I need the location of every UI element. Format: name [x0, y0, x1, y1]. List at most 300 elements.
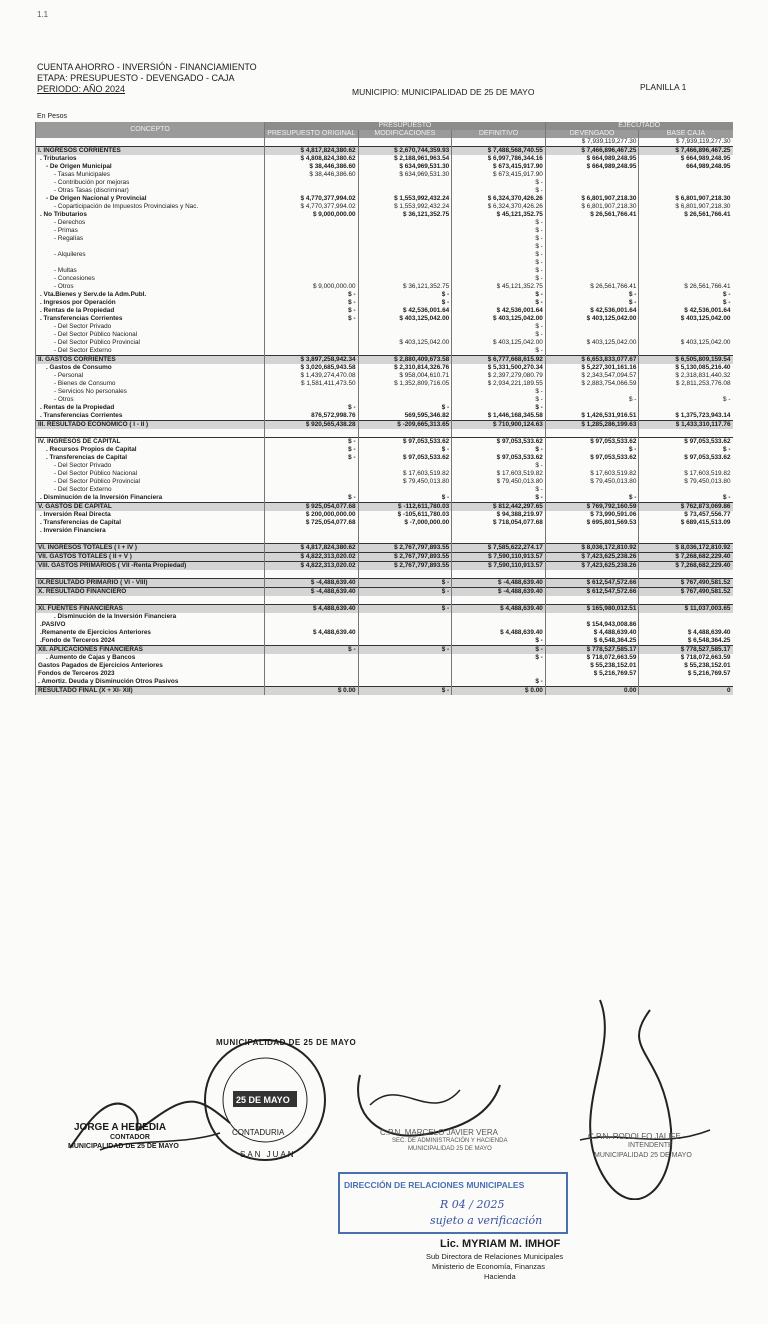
seal-bottom: SAN JUAN: [240, 1150, 296, 1159]
row-value: $ 5,216,769.57: [639, 670, 733, 678]
row-value: $ -: [452, 404, 546, 412]
row-value: $ -: [452, 219, 546, 227]
row-value: $ 762,873,069.86: [639, 503, 733, 512]
row-value: [358, 227, 452, 235]
row-value: $ -: [452, 227, 546, 235]
col-definitivo: DEFINITIVO: [452, 130, 546, 138]
row-concepto: - Del Sector Público Nacional: [36, 331, 265, 339]
row-value: [639, 171, 733, 179]
row-concepto: . Transferencias Corrientes: [36, 315, 265, 323]
row-value: $ 767,490,581.52: [639, 579, 733, 588]
doc-title: CUENTA AHORRO - INVERSIÓN - FINANCIAMIENTO: [37, 62, 257, 72]
page-mark: 1.1: [37, 10, 49, 19]
row-value: $ -: [545, 396, 639, 404]
row-concepto: [36, 570, 265, 579]
row-value: [639, 527, 733, 535]
row-value: $ 6,505,809,159.54: [639, 356, 733, 365]
row-value: [358, 570, 452, 579]
row-value: [358, 275, 452, 283]
table-row: [36, 339, 733, 347]
table-row: [36, 243, 733, 251]
table-row: [36, 356, 733, 365]
row-value: $ -: [639, 494, 733, 503]
row-concepto: . Rentas de la Propiedad: [36, 307, 265, 315]
row-value: [639, 235, 733, 243]
row-concepto: [36, 535, 265, 544]
table-row: [36, 613, 733, 621]
row-value: [452, 535, 546, 544]
table-row: [36, 478, 733, 486]
row-value: [265, 259, 359, 267]
row-value: $ 4,817,824,380.62: [265, 544, 359, 553]
row-value: $ 403,125,042.00: [639, 315, 733, 323]
row-value: $ 664,989,248.95: [545, 163, 639, 171]
row-concepto: - Otros: [36, 283, 265, 291]
row-value: [358, 251, 452, 259]
row-value: $ 1,439,274,470.08: [265, 372, 359, 380]
row-value: $ -: [265, 291, 359, 299]
row-value: [265, 654, 359, 662]
row-value: $ 403,125,042.00: [452, 315, 546, 323]
row-value: $ 97,053,533.62: [452, 454, 546, 462]
row-concepto: XI. FUENTES FINANCIERAS: [36, 605, 265, 614]
row-value: $ 97,053,533.62: [545, 438, 639, 447]
row-value: [639, 404, 733, 412]
row-value: $ 26,561,766.41: [639, 211, 733, 219]
table-row: [36, 388, 733, 396]
table-row: [36, 421, 733, 430]
row-concepto: - Alquileres: [36, 251, 265, 259]
row-value: $ 55,238,152.01: [639, 662, 733, 670]
row-value: $ -: [265, 446, 359, 454]
row-concepto: . Gastos de Consumo: [36, 364, 265, 372]
row-value: $ -: [358, 404, 452, 412]
row-value: [639, 388, 733, 396]
row-value: [265, 347, 359, 356]
row-value: $ -209,665,313.65: [358, 421, 452, 430]
row-value: $ 634,969,531.30: [358, 163, 452, 171]
row-concepto: . No Tributarios: [36, 211, 265, 219]
row-value: $ 73,990,591.06: [545, 511, 639, 519]
row-value: $ -: [265, 438, 359, 447]
row-value: $ 7,488,568,740.55: [452, 147, 546, 156]
row-value: $ 778,527,585.17: [545, 646, 639, 655]
row-value: [265, 267, 359, 275]
planilla: PLANILLA 1: [640, 82, 687, 92]
row-value: $ 2,343,547,094.57: [545, 372, 639, 380]
row-value: [639, 347, 733, 356]
row-value: $ -: [358, 494, 452, 503]
row-value: $ 6,324,370,426.26: [452, 203, 546, 211]
row-value: $ 778,527,585.17: [639, 646, 733, 655]
row-value: $ 0.00: [265, 687, 359, 696]
row-concepto: - Otras Tasas (discriminar): [36, 187, 265, 195]
row-value: $ 4,488,639.40: [265, 629, 359, 637]
table-row: [36, 307, 733, 315]
seal-center: 25 DE MAYO: [236, 1095, 290, 1105]
financial-table: [35, 122, 733, 695]
row-value: $ 403,125,042.00: [358, 339, 452, 347]
row-value: $ 97,053,533.62: [639, 454, 733, 462]
row-value: $ -: [358, 579, 452, 588]
row-value: [358, 323, 452, 331]
row-value: $ 673,415,917.90: [452, 171, 546, 179]
table-row: [36, 503, 733, 512]
row-value: [545, 404, 639, 412]
row-value: $ 2,880,409,673.58: [358, 356, 452, 365]
row-value: $ -: [452, 486, 546, 494]
row-value: $ 4,817,824,380.62: [265, 147, 359, 156]
table-row: [36, 678, 733, 687]
row-value: $ 2,934,221,189.55: [452, 380, 546, 388]
row-value: $ 612,547,572.66: [545, 579, 639, 588]
row-value: [639, 275, 733, 283]
row-concepto: - Del Sector Privado: [36, 323, 265, 331]
row-value: [265, 331, 359, 339]
row-concepto: VI. INGRESOS TOTALES ( I + IV ): [36, 544, 265, 553]
row-value: $ -: [358, 588, 452, 597]
row-value: $ -4,488,639.40: [452, 588, 546, 597]
row-value: $ -: [358, 291, 452, 299]
row-concepto: - Del Sector Público Nacional: [36, 470, 265, 478]
table-row: [36, 462, 733, 470]
row-value: [265, 227, 359, 235]
row-value: $ 1,426,531,916.51: [545, 412, 639, 421]
vera-org: MUNICIPALIDAD 25 DE MAYO: [408, 1146, 492, 1152]
row-value: [265, 535, 359, 544]
row-value: $ 3,897,258,942.34: [265, 356, 359, 365]
row-concepto: Fondos de Terceros 2023: [36, 670, 265, 678]
row-value: $ -: [452, 446, 546, 454]
row-value: $ -: [452, 462, 546, 470]
row-value: [358, 235, 452, 243]
heredia-org: MUNICIPALIDAD DE 25 DE MAYO: [68, 1143, 179, 1150]
row-value: $ 42,536,001.64: [452, 307, 546, 315]
row-value: $ 79,450,013.80: [358, 478, 452, 486]
row-concepto: [36, 259, 265, 267]
row-value: [639, 613, 733, 621]
table-row: [36, 380, 733, 388]
row-value: [545, 251, 639, 259]
row-value: $ 45,121,352.75: [452, 283, 546, 291]
stamp-date: R 04 / 2025: [440, 1198, 505, 1211]
row-value: [358, 259, 452, 267]
row-value: 664,989,248.95: [639, 163, 733, 171]
row-value: $ 4,488,639.40: [452, 629, 546, 637]
table-row: [36, 283, 733, 291]
row-value: $ -: [452, 243, 546, 251]
row-value: [545, 179, 639, 187]
row-concepto: . Tributarios: [36, 155, 265, 163]
table-row: [36, 470, 733, 478]
row-value: $ 7,466,896,467.25: [545, 147, 639, 156]
row-value: $ 7,268,682,229.40: [639, 553, 733, 562]
row-value: $ 2,397,279,080.79: [452, 372, 546, 380]
row-value: $ 1,553,992,432.24: [358, 195, 452, 203]
row-value: $ -: [452, 331, 546, 339]
heredia-title: CONTADOR: [110, 1134, 150, 1141]
row-value: [639, 535, 733, 544]
row-value: $ 38,446,386.60: [265, 163, 359, 171]
table-row: [36, 646, 733, 655]
row-value: [545, 227, 639, 235]
table-row: [36, 535, 733, 544]
row-value: $ -7,000,000.00: [358, 519, 452, 527]
row-value: [639, 251, 733, 259]
row-value: [639, 596, 733, 605]
row-value: $ -: [265, 646, 359, 655]
row-value: [545, 527, 639, 535]
row-concepto: - Del Sector Privado: [36, 462, 265, 470]
row-value: $ -: [358, 446, 452, 454]
row-value: $ 42,536,001.64: [358, 307, 452, 315]
row-value: $ 958,004,610.71: [358, 372, 452, 380]
row-concepto: RESULTADO FINAL (X + XI- XII): [36, 687, 265, 696]
row-value: $ 79,450,013.80: [545, 478, 639, 486]
row-concepto: . Transferencias de Capital: [36, 454, 265, 462]
col-devengado: DEVENGADO: [545, 130, 639, 138]
seal-sub: CONTADURIA: [232, 1128, 285, 1137]
row-value: [265, 462, 359, 470]
imhof-title3: Hacienda: [484, 1272, 516, 1281]
row-value: $ 97,053,533.62: [452, 438, 546, 447]
row-value: [265, 323, 359, 331]
row-value: $ -: [545, 446, 639, 454]
row-value: [545, 429, 639, 438]
row-value: $ 42,536,001.64: [545, 307, 639, 315]
row-value: $ 26,561,766.41: [545, 211, 639, 219]
row-value: [452, 670, 546, 678]
row-value: [545, 323, 639, 331]
row-value: $ 4,808,824,380.62: [265, 155, 359, 163]
row-value: $ 73,457,556.77: [639, 511, 733, 519]
row-value: $ 812,442,297.65: [452, 503, 546, 512]
table-row: [36, 412, 733, 421]
row-value: [639, 179, 733, 187]
row-value: $ 7,423,625,238.26: [545, 562, 639, 571]
row-value: [265, 179, 359, 187]
row-value: [545, 486, 639, 494]
row-value: [545, 347, 639, 356]
row-value: [545, 187, 639, 195]
row-value: $ 5,227,301,161.16: [545, 364, 639, 372]
row-value: [545, 462, 639, 470]
row-value: $ -: [452, 291, 546, 299]
row-value: [265, 396, 359, 404]
row-value: $ -: [452, 396, 546, 404]
row-value: 0.00: [545, 687, 639, 696]
row-value: $ 925,054,077.68: [265, 503, 359, 512]
row-value: [358, 388, 452, 396]
row-value: $ 718,072,663.59: [545, 654, 639, 662]
row-value: $ -: [452, 494, 546, 503]
row-value: [452, 570, 546, 579]
row-value: $ -: [452, 179, 546, 187]
row-concepto: . Aumento de Cajas y Bancos: [36, 654, 265, 662]
row-value: $ -4,488,639.40: [452, 579, 546, 588]
row-value: [265, 486, 359, 494]
row-value: $ 695,801,569.53: [545, 519, 639, 527]
row-value: $ 6,324,370,426.26: [452, 195, 546, 203]
row-value: [358, 621, 452, 629]
row-value: $ 9,000,000.00: [265, 211, 359, 219]
row-value: $ 97,053,533.62: [639, 438, 733, 447]
row-value: $ -: [545, 291, 639, 299]
table-row: [36, 291, 733, 299]
row-value: $ 6,801,907,218.30: [545, 195, 639, 203]
row-value: [265, 670, 359, 678]
row-concepto: VIII. GASTOS PRIMARIOS ( VII -Renta Propiedad): [36, 562, 265, 571]
row-value: $ 1,581,411,473.50: [265, 380, 359, 388]
row-value: [639, 331, 733, 339]
row-value: [265, 478, 359, 486]
row-concepto: . Transferencias Corrientes: [36, 412, 265, 421]
row-value: [265, 235, 359, 243]
row-value: [265, 339, 359, 347]
row-value: $ 154,943,008.86: [545, 621, 639, 629]
row-concepto: - Otros: [36, 396, 265, 404]
row-value: [265, 637, 359, 646]
table-row: [36, 171, 733, 179]
row-value: $ -: [358, 687, 452, 696]
row-value: $ 7,939,119,277.30: [545, 138, 639, 147]
table-row: [36, 562, 733, 571]
row-value: $ 725,054,077.68: [265, 519, 359, 527]
row-concepto: .Remanente de Ejercicios Anteriores: [36, 629, 265, 637]
row-value: $ 8,036,172,810.92: [639, 544, 733, 553]
row-value: [265, 187, 359, 195]
row-concepto: . Inversión Financiera: [36, 527, 265, 535]
row-value: $ 920,565,438.28: [265, 421, 359, 430]
row-value: $ 6,801,907,218.30: [639, 195, 733, 203]
row-value: $ -: [452, 388, 546, 396]
row-value: $ 634,969,531.30: [358, 171, 452, 179]
row-value: $ 718,072,663.59: [639, 654, 733, 662]
row-value: [452, 596, 546, 605]
table-row: [36, 553, 733, 562]
row-value: [639, 187, 733, 195]
row-value: $ 6,548,364.25: [545, 637, 639, 646]
row-value: $ 4,488,639.40: [639, 629, 733, 637]
row-value: $ 45,121,352.75: [452, 211, 546, 219]
row-value: $ 97,053,533.62: [358, 438, 452, 447]
row-value: $ 6,777,668,615.92: [452, 356, 546, 365]
row-value: $ 9,000,000.00: [265, 283, 359, 291]
row-value: [639, 570, 733, 579]
row-value: $ -: [452, 654, 546, 662]
row-value: $ 7,268,682,229.40: [639, 562, 733, 571]
table-row: [36, 511, 733, 519]
row-value: $ 2,318,831,440.32: [639, 372, 733, 380]
row-value: [358, 429, 452, 438]
row-value: $ 1,285,286,199.63: [545, 421, 639, 430]
row-value: $ 6,548,364.25: [639, 637, 733, 646]
row-value: $ 42,536,001.64: [639, 307, 733, 315]
row-value: $ 4,770,377,994.02: [265, 203, 359, 211]
row-value: $ 94,388,219.97: [452, 511, 546, 519]
table-row: [36, 605, 733, 614]
row-value: $ -: [639, 291, 733, 299]
row-value: [358, 486, 452, 494]
row-value: $ 3,020,685,943.58: [265, 364, 359, 372]
table-row: [36, 486, 733, 494]
table-row: [36, 446, 733, 454]
table-row: [36, 251, 733, 259]
row-value: [358, 596, 452, 605]
row-concepto: VII. GASTOS TOTALES ( II + V ): [36, 553, 265, 562]
table-row: [36, 570, 733, 579]
row-value: [358, 527, 452, 535]
row-value: [265, 429, 359, 438]
row-value: [639, 323, 733, 331]
table-row: [36, 267, 733, 275]
row-value: $ 38,446,386.60: [265, 171, 359, 179]
row-value: 0: [639, 687, 733, 696]
row-value: [639, 486, 733, 494]
row-concepto: . Amortiz. Deuda y Disminución Otros Pasivos: [36, 678, 265, 687]
row-value: $ -: [545, 494, 639, 503]
row-value: $ 200,000,000.00: [265, 511, 359, 519]
stamp-title: DIRECCIÓN DE RELACIONES MUNICIPALES: [344, 1180, 525, 1190]
row-value: 876,572,998.76: [265, 412, 359, 421]
doc-period: PERIODO: AÑO 2024: [37, 84, 126, 94]
table-row: [36, 147, 733, 156]
table-row: [36, 404, 733, 412]
table-row: [36, 527, 733, 535]
jalife-name: C.P.N. RODOLFO JALIFE: [588, 1132, 681, 1141]
table-row: [36, 275, 733, 283]
row-value: [358, 678, 452, 687]
row-value: [265, 138, 359, 147]
row-value: $ 664,989,248.95: [639, 155, 733, 163]
row-value: $ -4,488,639.40: [265, 588, 359, 597]
table-row: [36, 259, 733, 267]
row-concepto: III. RESULTADO ECONOMICO ( I - II ): [36, 421, 265, 430]
row-value: $ -: [452, 678, 546, 687]
row-value: [452, 613, 546, 621]
table-row: [36, 227, 733, 235]
row-value: $ -105,611,780.03: [358, 511, 452, 519]
row-value: $ -: [452, 259, 546, 267]
vera-name: C.P.N. MARCELO JAVIER VERA: [380, 1128, 498, 1137]
table-row: [36, 579, 733, 588]
row-concepto: - Del Sector Externo: [36, 486, 265, 494]
row-value: [358, 267, 452, 275]
row-value: [358, 613, 452, 621]
row-value: [358, 670, 452, 678]
row-value: [265, 243, 359, 251]
row-value: $ 710,900,124.63: [452, 421, 546, 430]
row-value: [265, 621, 359, 629]
row-value: $ 2,767,797,893.55: [358, 544, 452, 553]
row-value: $ 7,590,110,913.57: [452, 562, 546, 571]
table-row: [36, 670, 733, 678]
table-row: [36, 519, 733, 527]
table-row: [36, 454, 733, 462]
row-value: [545, 331, 639, 339]
row-concepto: .PASIVO: [36, 621, 265, 629]
table-row: [36, 372, 733, 380]
row-concepto: .Fondo de Terceros 2024: [36, 637, 265, 646]
row-value: $ 6,653,833,077.67: [545, 356, 639, 365]
row-value: [265, 613, 359, 621]
row-value: $ -: [452, 235, 546, 243]
row-value: [639, 462, 733, 470]
row-value: $ 2,767,797,893.55: [358, 553, 452, 562]
row-value: $ -: [452, 347, 546, 356]
row-concepto: V. GASTOS DE CAPITAL: [36, 503, 265, 512]
row-value: $ 5,331,500,270.34: [452, 364, 546, 372]
